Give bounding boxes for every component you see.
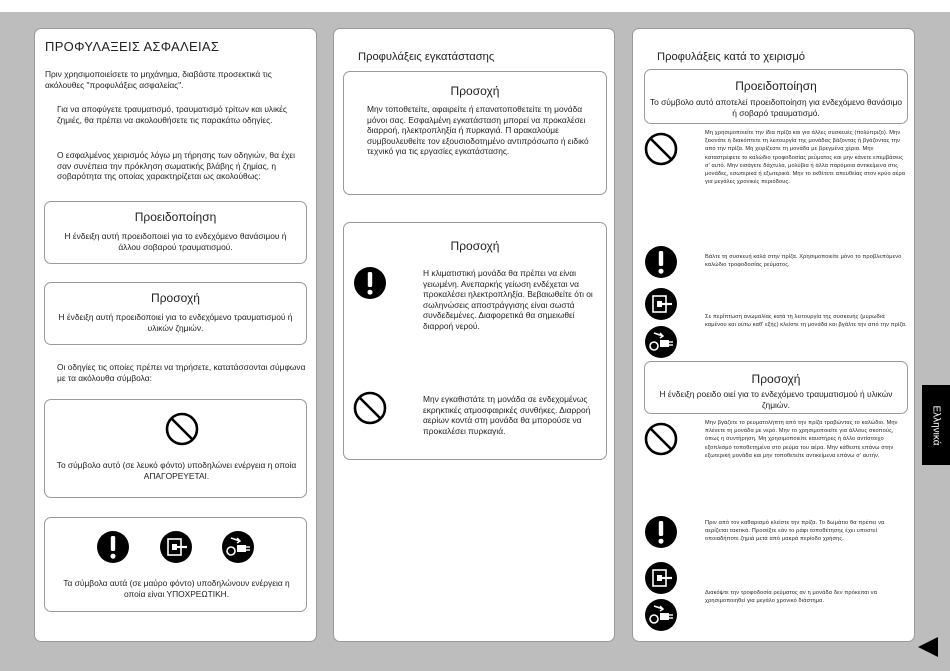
explosive-text: Μην εγκαθιστάτε τη μονάδα σε ενδεχομένως εκρηκτικές ατμοσφαιρικές συνθήκες. Διαρροή αερίων κοντά στη μονάδα θα μπορούσε να προκαλέσει πυρκαγιά.	[423, 394, 591, 436]
top-strip	[0, 0, 950, 12]
prohibit-icon	[644, 132, 678, 166]
intro-text: Πριν χρησιμοποιείσετε το μηχάνημα, διαβάστε προσεκτικά τις ακόλουθες "προφυλάξεις ασφαλείας".	[45, 69, 272, 90]
warning-prohibit-list: Μη χρησιμοποιείτε την ίδια πρίζα και για άλλες συσκευές (πολύπριζο). Μην ξεκινάτε ή διακόπτετε τη λειτουργία της μονάδας βάζοντας ή βγάζοντας την από την πρίζα. Μη χειρίζεστε τη μονάδα με βρεγμένα χέρια. Μην καταστρέφετε το καλώδιο τροφοδοσίας ρεύματος και μην κάνετε επεμβάσεις σ' αυτό. Μην εισάγετε δάχτυλα, μολύβια ή άλλα παρόμοια αντικείμενα στις μονάδες, εσωτερικά ή εξωτερικά. Μην το εκθέτετε απευθείας στον κρύο αέρα για μεγάλες χρονικές περιόδους.	[705, 130, 906, 186]
warning-unplug-text: Σε περίπτωση ανωμαλίας κατά τη λειτουργία της συσκευής (μυρωδιά καμένου και ούτω καθ' εξής) κλείστε τη μονάδα και βγάλτε την από την πρίζα.	[705, 314, 907, 329]
operation-precautions-page	[632, 28, 915, 642]
language-tab-label: Ελληνικά	[930, 404, 942, 446]
paragraph-3: Οι οδηγίες τις οποίες πρέπει να τηρήσετε, κατατάσσονται σύμφωνα με τα ακόλουθα σύμβολα:	[57, 362, 306, 383]
caution-text: Η ένδειξη αυτή προειδοποιεί για το ενδεχόμενο τραυματισμού ή υλικών ζημιών.	[58, 312, 293, 333]
box-title: Προσοχή	[450, 239, 500, 253]
caution-title: Προσοχή	[151, 291, 200, 305]
plug-in-icon	[644, 325, 678, 359]
caution-title: Προσοχή	[751, 372, 801, 386]
prohibit-symbol-box	[44, 399, 307, 498]
operation-warning-box	[644, 69, 908, 124]
safety-precautions-page	[34, 28, 317, 642]
operation-caution-box	[644, 361, 908, 414]
plug-in-icon	[644, 598, 678, 632]
previous-page-arrow-icon[interactable]	[918, 637, 938, 657]
warning-box	[44, 201, 307, 264]
mandatory-symbol-box	[44, 517, 307, 612]
box-title: Προσοχή	[450, 84, 500, 98]
caution-mandatory-list: Πριν από τον καθαρισμό κλείστε την πρίζα. Το δωμάτιο θα πρέπει να αερίζεται τακτικά. Προσέξτε εάν το ράφι τοποθέτησης έχει υποστεί οποιαδήποτε ζημιά μετά από μακρά περίοδο χρήσης.	[705, 520, 885, 543]
paragraph-1: Για να αποφύγετε τραυματισμό, τραυματισμό τρίτων και υλικές ζημιές, θα πρέπει να ακολουθήσετε τις παρακάτω οδηγίες.	[57, 104, 287, 125]
caution-unplug-text: Διακόψτε την τροφοδοσία ρεύματος αν η μονάδα δεν πρόκειται να χρησιμοποιηθεί για μεγάλο χρονικό διάστημα.	[705, 590, 878, 605]
prohibit-text: Το σύμβολο αυτό (σε λευκό φόντο) υποδηλώνει ενέργεια η οποία ΑΠΑΓΟΡΕΥΕΤΑΙ.	[56, 460, 297, 481]
mandatory-icon	[644, 245, 678, 279]
installation-precautions-page	[333, 28, 615, 642]
mandatory-icon	[96, 530, 130, 564]
caution-prohibit-list: Μην βγάζετε το ρευματολήπτη από την πρίζα τραβώντας το καλώδιο. Μην πλένετε τη μονάδα με νερό. Μην το χρησιμοποιείτε για άλλους σκοπούς, όπως η συντήρηση. Μη χρησιμοποιείτε καυστήρες ή άλλο αντίστοιχο εξοπλισμό τοποθετημένα στο ρεύμα του αέρα. Μην κάθεστε επάνω στην εξωτερική μονάδα και μην τοποθετείτε αντικείμενα επάνω σ' αυτήν.	[705, 420, 898, 459]
installation-caution-box	[343, 71, 607, 195]
unplug-icon	[644, 287, 678, 321]
plug-in-icon	[221, 530, 255, 564]
warning-text: Το σύμβολο αυτό αποτελεί προειδοποίηση για ενδεχόμενο θανάσιμο ή σοβαρό τραυματισμό.	[649, 97, 903, 118]
prohibit-icon	[644, 422, 678, 456]
warning-text: Η ένδειξη αυτή προειδοποιεί για το ενδεχόμενο θανάσιμου ή άλλου σοβαρού τραυματισμού.	[64, 231, 287, 252]
unplug-icon	[159, 530, 193, 564]
warning-title: Προειδοποίηση	[134, 210, 217, 224]
unplug-icon	[644, 561, 678, 595]
caution-text: Η ένδειξη ροειδο οιεί για το ενδεχόμενο τραυματισμού ή υλικών ζημιών.	[659, 389, 893, 410]
mandatory-icon	[644, 515, 678, 549]
warning-mandatory-list: Βάλτε τη συσκευή καλά στην πρίζα. Χρησιμοποιείτε μόνο το προβλεπόμενο καλώδιο τροφοδοσίας ρεύματος.	[705, 254, 902, 269]
mandatory-text: Τα σύμβολα αυτά (σε μαύρο φόντο) υποδηλώνουν ενέργεια η οποία είναι ΥΠΟΧΡΕΩΤΙΚΗ.	[63, 578, 290, 599]
page-title: Προφυλάξεις κατά το χειρισμό	[657, 51, 806, 63]
language-tab	[922, 385, 950, 465]
installation-items-box	[343, 222, 607, 460]
caution-box	[44, 282, 307, 345]
page-title: ΠΡΟΦΥΛΑΞΕΙΣ ΑΣΦΑΛΕΙΑΣ	[45, 39, 220, 54]
page-title: Προφυλάξεις εγκατάστασης	[358, 51, 495, 63]
prohibit-icon	[165, 412, 199, 446]
prohibit-icon	[353, 391, 387, 425]
grounding-text: Η κλιματιστική μονάδα θα πρέπει να είναι γειωμένη. Ανεπαρκής γείωση ενδέχεται να προκαλέσει ηλεκτροπληξία. Βεβαιωθείτε ότι οι σωληνώσεις αποστράγγισης είναι σωστά συνδεδεμένες. Διαφορετικά θα σημειωθεί διαρροή νερού.	[423, 268, 593, 331]
box-text: Μην τοποθετείτε, αφαιρείτε ή επανατοποθετείτε τη μονάδα μόνοι σας. Εσφαλμένη εγκατάσταση μπορεί να προκαλέσει διαρροή, ηλεκτροπληξία ή πυρκαγιά. Π αρακαλούμε συμβουλευθείτε τον εξουσιοδοτημένο αντιπρόσωπο ή ειδικό τεχνικό για τις εργασίες εγκατάστασης.	[367, 104, 589, 157]
mandatory-icon	[353, 266, 387, 300]
warning-title: Προειδοποίηση	[735, 79, 817, 93]
paragraph-2: Ο εσφαλμένος χειρισμός λόγω μη τήρησης των οδηγιών, θα έχει σαν συνέπεια την πρόκληση σωματικής βλάβης ή ζημίας, η σοβαρότητα της οποίας χαρακτηρίζεται ως ακολούθως:	[57, 150, 295, 182]
